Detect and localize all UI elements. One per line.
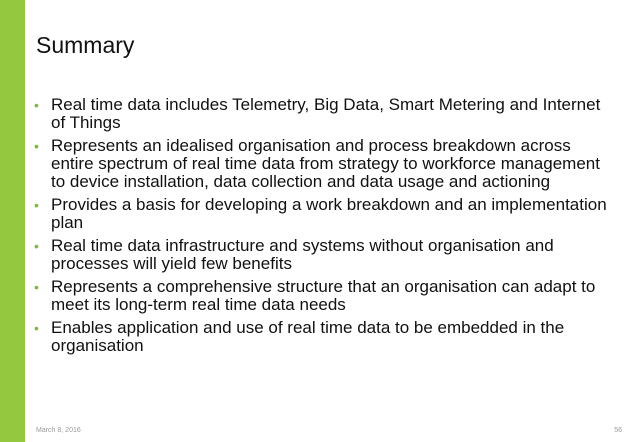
bullet-item [34, 319, 609, 355]
bullet-item [34, 137, 609, 191]
bullet-item [34, 196, 609, 232]
bullet-item [34, 96, 609, 132]
bullet-item [34, 278, 609, 314]
bullet-text: Enables application and use of real time data to be embedded in the organisation [51, 318, 565, 355]
bullet-text: Real time data infrastructure and systems without organisation and processes will yield few benefits [51, 236, 554, 273]
bullet-text: Real time data includes Telemetry, Big Data, Smart Metering and Internet of Things [51, 95, 601, 132]
bullet-list [34, 96, 609, 360]
page-number: 56 [614, 427, 622, 434]
bullet-icon: • [34, 238, 39, 254]
bullet-icon: • [34, 320, 39, 336]
footer-date: March 8, 2016 [36, 427, 81, 434]
bullet-icon: • [34, 279, 39, 295]
bullet-icon: • [34, 197, 39, 213]
bullet-text: Provides a basis for developing a work breakdown and an implementation plan [51, 195, 607, 232]
bullet-icon: • [34, 138, 39, 154]
bullet-text: Represents an idealised organisation and process breakdown across entire spectrum of real time data from strategy to workforce management to device installation, data collection and data usage and actioning [51, 136, 600, 191]
accent-bar [0, 0, 25, 442]
bullet-text: Represents a comprehensive structure that an organisation can adapt to meet its long-term real time data needs [51, 277, 596, 314]
slide-title: Summary [36, 32, 135, 58]
bullet-icon: • [34, 97, 39, 113]
bullet-item [34, 237, 609, 273]
